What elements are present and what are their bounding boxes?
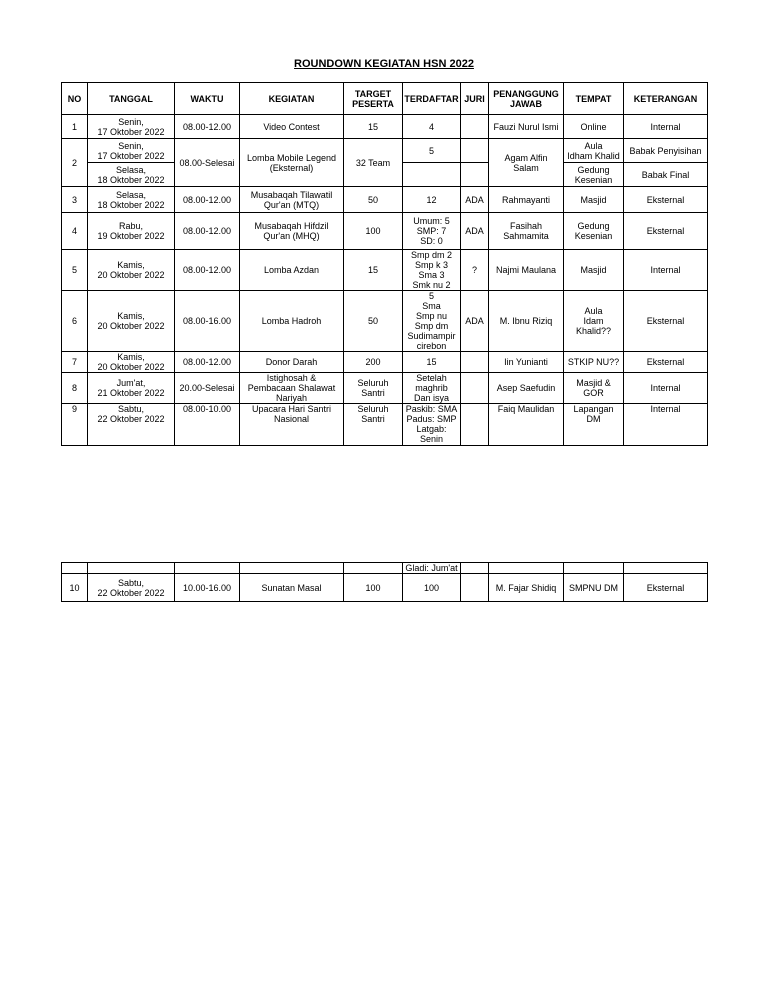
cell-tempat: Lapangan DM bbox=[564, 404, 624, 446]
cell-target: 50 bbox=[344, 291, 403, 352]
schedule-table bbox=[61, 82, 708, 446]
cell-keterangan: Eksternal bbox=[624, 187, 708, 213]
cell-tanggal: Selasa, 18 Oktober 2022 bbox=[88, 187, 175, 213]
cell-tanggal: Sabtu, 22 Oktober 2022 bbox=[88, 574, 175, 602]
table-row bbox=[62, 574, 708, 602]
cell-no: 10 bbox=[62, 574, 88, 602]
table-row bbox=[62, 139, 708, 163]
cell-penanggung-jawab: Rahmayanti bbox=[489, 187, 564, 213]
table-row bbox=[62, 187, 708, 213]
cell-terdaftar: 5 bbox=[403, 139, 461, 163]
cell-no: 7 bbox=[62, 352, 88, 373]
table-row bbox=[62, 291, 708, 352]
cell-juri bbox=[461, 352, 489, 373]
cell-no: 8 bbox=[62, 373, 88, 404]
cell-kegiatan: Upacara Hari Santri Nasional bbox=[240, 404, 344, 446]
header-target: TARGET PESERTA bbox=[344, 83, 403, 115]
cell-waktu: 08.00-Selesai bbox=[175, 139, 240, 187]
cell-target: 100 bbox=[344, 574, 403, 602]
cell-penanggung-jawab: Asep Saefudin bbox=[489, 373, 564, 404]
cell-no: 9 bbox=[62, 404, 88, 446]
cell-kegiatan: Lomba Hadroh bbox=[240, 291, 344, 352]
cell-keterangan: Babak Penyisihan bbox=[624, 139, 708, 163]
cell-terdaftar: Umum: 5 SMP: 7 SD: 0 bbox=[403, 213, 461, 250]
cell-tempat: Aula Idham Khalid bbox=[564, 139, 624, 163]
table-row bbox=[62, 373, 708, 404]
cell-tempat: Masjid bbox=[564, 250, 624, 291]
cell-no: 5 bbox=[62, 250, 88, 291]
cell-no: 6 bbox=[62, 291, 88, 352]
header-tempat: TEMPAT bbox=[564, 83, 624, 115]
cell-tempat: Masjid bbox=[564, 187, 624, 213]
table-row bbox=[62, 352, 708, 373]
cell-tanggal: Rabu, 19 Oktober 2022 bbox=[88, 213, 175, 250]
cell-tempat: Gedung Kesenian bbox=[564, 213, 624, 250]
cell-no: 2 bbox=[62, 139, 88, 187]
cell-target: Seluruh Santri bbox=[344, 373, 403, 404]
cell-keterangan: Babak Final bbox=[624, 163, 708, 187]
cell-tempat: Gedung Kesenian bbox=[564, 163, 624, 187]
cell-penanggung-jawab: Fauzi Nurul Ismi bbox=[489, 115, 564, 139]
cell-terdaftar: 15 bbox=[403, 352, 461, 373]
cell-penanggung-jawab: Faiq Maulidan bbox=[489, 404, 564, 446]
cell-tanggal: Sabtu, 22 Oktober 2022 bbox=[88, 404, 175, 446]
cell-no: 1 bbox=[62, 115, 88, 139]
cell-terdaftar: 100 bbox=[403, 574, 461, 602]
cell-juri: ADA bbox=[461, 213, 489, 250]
cell-kegiatan: Lomba Azdan bbox=[240, 250, 344, 291]
cell-keterangan: Eksternal bbox=[624, 213, 708, 250]
cell-tanggal: Selasa, 18 Oktober 2022 bbox=[88, 163, 175, 187]
cell-waktu: 08.00-12.00 bbox=[175, 250, 240, 291]
cell-keterangan: Internal bbox=[624, 115, 708, 139]
cell-kegiatan: Donor Darah bbox=[240, 352, 344, 373]
cell-waktu: 08.00-12.00 bbox=[175, 352, 240, 373]
cell-juri bbox=[461, 115, 489, 139]
cell-kegiatan: Musabaqah Hifdzil Qur'an (MHQ) bbox=[240, 213, 344, 250]
cell-juri bbox=[461, 139, 489, 163]
header-juri: JURI bbox=[461, 83, 489, 115]
cell-terdaftar: Smp dm 2 Smp k 3 Sma 3 Smk nu 2 bbox=[403, 250, 461, 291]
cell-penanggung-jawab: Najmi Maulana bbox=[489, 250, 564, 291]
cell-juri: ? bbox=[461, 250, 489, 291]
cell-tempat: Aula Idam Khalid?? bbox=[564, 291, 624, 352]
cell-terdaftar: Paskib: SMA Padus: SMP Latgab: Senin bbox=[403, 404, 461, 446]
cell-tempat: STKIP NU?? bbox=[564, 352, 624, 373]
cell-tanggal: Senin, 17 Oktober 2022 bbox=[88, 139, 175, 163]
cell-kegiatan: Lomba Mobile Legend (Eksternal) bbox=[240, 139, 344, 187]
cell-juri bbox=[461, 404, 489, 446]
cell-keterangan: Internal bbox=[624, 250, 708, 291]
table-row bbox=[62, 404, 708, 446]
cell-terdaftar: 12 bbox=[403, 187, 461, 213]
header-tanggal: TANGGAL bbox=[88, 83, 175, 115]
header-waktu: WAKTU bbox=[175, 83, 240, 115]
cell-juri bbox=[461, 163, 489, 187]
cell-tanggal: Kamis, 20 Oktober 2022 bbox=[88, 352, 175, 373]
cell-target: 15 bbox=[344, 250, 403, 291]
header-row bbox=[62, 83, 708, 115]
table-row bbox=[62, 563, 708, 574]
cell-kegiatan: Sunatan Masal bbox=[240, 574, 344, 602]
cell-penanggung-jawab: M. Fajar Shidiq bbox=[489, 574, 564, 602]
cell-juri: ADA bbox=[461, 291, 489, 352]
cell-waktu: 08.00-10.00 bbox=[175, 404, 240, 446]
cell-terdaftar bbox=[403, 163, 461, 187]
cell-terdaftar: 5 Sma Smp nu Smp dm Sudimampir cirebon bbox=[403, 291, 461, 352]
cell-target: 50 bbox=[344, 187, 403, 213]
cell-tempat: Online bbox=[564, 115, 624, 139]
schedule-table-continued bbox=[61, 562, 708, 602]
cell-no: 3 bbox=[62, 187, 88, 213]
cell-terdaftar: 4 bbox=[403, 115, 461, 139]
cell-penanggung-jawab: M. Ibnu Riziq bbox=[489, 291, 564, 352]
cell-waktu: 20.00-Selesai bbox=[175, 373, 240, 404]
cell-waktu: 08.00-12.00 bbox=[175, 115, 240, 139]
cell-keterangan: Eksternal bbox=[624, 574, 708, 602]
cell-juri bbox=[461, 373, 489, 404]
cell-keterangan: Internal bbox=[624, 373, 708, 404]
cell-tempat: Masjid & GOR bbox=[564, 373, 624, 404]
table-row bbox=[62, 213, 708, 250]
cell-tanggal: Senin, 17 Oktober 2022 bbox=[88, 115, 175, 139]
cell-kegiatan: Istighosah & Pembacaan Shalawat Nariyah bbox=[240, 373, 344, 404]
cell-no: 4 bbox=[62, 213, 88, 250]
header-terdaftar: TERDAFTAR bbox=[403, 83, 461, 115]
header-penanggung-jawab: PENANGGUNG JAWAB bbox=[489, 83, 564, 115]
header-keterangan: KETERANGAN bbox=[624, 83, 708, 115]
cell-juri: ADA bbox=[461, 187, 489, 213]
cell-target: 32 Team bbox=[344, 139, 403, 187]
cell-waktu: 10.00-16.00 bbox=[175, 574, 240, 602]
cell-target: 15 bbox=[344, 115, 403, 139]
table-row bbox=[62, 115, 708, 139]
cell-target: Seluruh Santri bbox=[344, 404, 403, 446]
cell-waktu: 08.00-12.00 bbox=[175, 213, 240, 250]
cell-tanggal: Kamis, 20 Oktober 2022 bbox=[88, 250, 175, 291]
cell-juri bbox=[461, 574, 489, 602]
cell-target: 200 bbox=[344, 352, 403, 373]
cell-kegiatan: Musabaqah Tilawatil Qur'an (MTQ) bbox=[240, 187, 344, 213]
cell-penanggung-jawab: Iin Yunianti bbox=[489, 352, 564, 373]
cell-waktu: 08.00-12.00 bbox=[175, 187, 240, 213]
cell-kegiatan: Video Contest bbox=[240, 115, 344, 139]
cell-tempat: SMPNU DM bbox=[564, 574, 624, 602]
gladi-note: Gladi: Jum'at bbox=[403, 563, 461, 574]
header-kegiatan: KEGIATAN bbox=[240, 83, 344, 115]
cell-terdaftar: Setelah maghrib Dan isya bbox=[403, 373, 461, 404]
cell-target: 100 bbox=[344, 213, 403, 250]
cell-penanggung-jawab: Agam Alfin Salam bbox=[489, 139, 564, 187]
header-no: NO bbox=[62, 83, 88, 115]
page-title: ROUNDOWN KEGIATAN HSN 2022 bbox=[294, 58, 474, 70]
cell-keterangan: Eksternal bbox=[624, 291, 708, 352]
table-row bbox=[62, 250, 708, 291]
cell-tanggal: Jum'at, 21 Oktober 2022 bbox=[88, 373, 175, 404]
cell-penanggung-jawab: Fasihah Sahmamita bbox=[489, 213, 564, 250]
cell-keterangan: Internal bbox=[624, 404, 708, 446]
cell-keterangan: Eksternal bbox=[624, 352, 708, 373]
cell-waktu: 08.00-16.00 bbox=[175, 291, 240, 352]
cell-tanggal: Kamis, 20 Oktober 2022 bbox=[88, 291, 175, 352]
